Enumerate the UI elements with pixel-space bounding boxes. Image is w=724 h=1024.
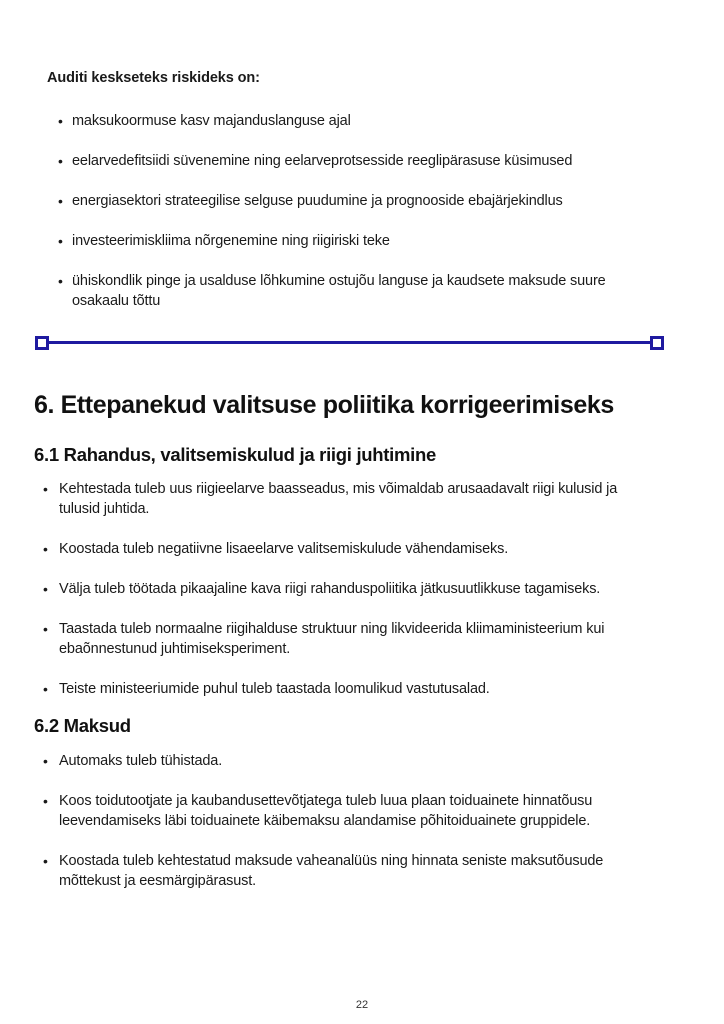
risks-list — [58, 111, 642, 331]
list-item — [43, 619, 639, 659]
bullet-icon: • — [43, 541, 48, 557]
bullet-icon: • — [43, 753, 48, 769]
bullet-icon: • — [43, 581, 48, 597]
finance-proposals-list — [43, 479, 639, 719]
risks-intro: Auditi keskseteks riskideks on: — [47, 70, 260, 86]
bullet-icon: • — [58, 193, 63, 209]
list-item-text: Koostada tuleb kehtestatud maksude vaheanalüüs ning hinnata seniste maksutõusude mõttekust ja eesmärgipärasust. — [59, 853, 604, 889]
list-item — [43, 679, 639, 699]
section-divider — [35, 336, 664, 350]
list-item — [43, 751, 639, 771]
list-item — [43, 791, 639, 831]
tax-proposals-list — [43, 751, 639, 911]
bullet-icon: • — [58, 233, 63, 249]
list-item-text: eelarvedefitsiidi süvenemine ning eelarveprotsesside reeglipärasuse küsimused — [72, 153, 573, 169]
bullet-icon: • — [43, 853, 48, 869]
list-item — [43, 851, 639, 891]
list-item-text: Taastada tuleb normaalne riigihalduse struktuur ning likvideerida kliimaministeerium kui ebaõnnestunud juhtimiseksperiment. — [59, 621, 605, 657]
divider-square-icon — [35, 336, 49, 350]
list-item — [43, 479, 639, 519]
bullet-icon: • — [43, 793, 48, 809]
bullet-icon: • — [58, 273, 63, 289]
list-item — [58, 111, 642, 131]
list-item-text: ühiskondlik pinge ja usalduse lõhkumine ostujõu languse ja kaudsete maksude suure osakaalu tõttu — [72, 273, 606, 309]
subsection-heading-taxes: 6.2 Maksud — [34, 715, 131, 736]
divider-line — [41, 341, 658, 344]
list-item — [58, 191, 642, 211]
list-item-text: Koostada tuleb negatiivne lisaeelarve valitsemiskulude vähendamiseks. — [59, 541, 509, 557]
list-item — [58, 271, 642, 311]
list-item-text: energiasektori strateegilise selguse puudumine ja prognooside ebajärjekindlus — [72, 193, 563, 209]
divider-square-icon — [650, 336, 664, 350]
bullet-icon: • — [43, 681, 48, 697]
list-item-text: maksukoormuse kasv majanduslanguse ajal — [72, 113, 351, 129]
list-item-text: Kehtestada tuleb uus riigieelarve baasseadus, mis võimaldab arusaadavalt riigi kulusid ja tulusid juhtida. — [59, 481, 618, 517]
page-number: 22 — [355, 999, 369, 1011]
bullet-icon: • — [58, 113, 63, 129]
list-item — [58, 151, 642, 171]
list-item-text: Välja tuleb töötada pikaajaline kava riigi rahanduspoliitika jätkusuutlikkuse tagamiseks. — [59, 581, 601, 597]
bullet-icon: • — [58, 153, 63, 169]
list-item-text: Automaks tuleb tühistada. — [59, 753, 223, 769]
list-item — [43, 539, 639, 559]
subsection-heading-finance: 6.1 Rahandus, valitsemiskulud ja riigi juhtimine — [34, 444, 436, 465]
section-heading: 6. Ettepanekud valitsuse poliitika korrigeerimiseks — [34, 391, 614, 419]
list-item-text: Koos toidutootjate ja kaubandusettevõtjatega tuleb luua plaan toiduainete hinnatõusu leevendamiseks läbi toiduainete käibemaksu alandamise põhitoiduainete gruppidele. — [59, 793, 593, 829]
bullet-icon: • — [43, 481, 48, 497]
bullet-icon: • — [43, 621, 48, 637]
list-item-text: investeerimiskliima nõrgenemine ning riigiriski teke — [72, 233, 390, 249]
list-item-text: Teiste ministeeriumide puhul tuleb taastada loomulikud vastutusalad. — [59, 681, 490, 697]
list-item — [58, 231, 642, 251]
list-item — [43, 579, 639, 599]
